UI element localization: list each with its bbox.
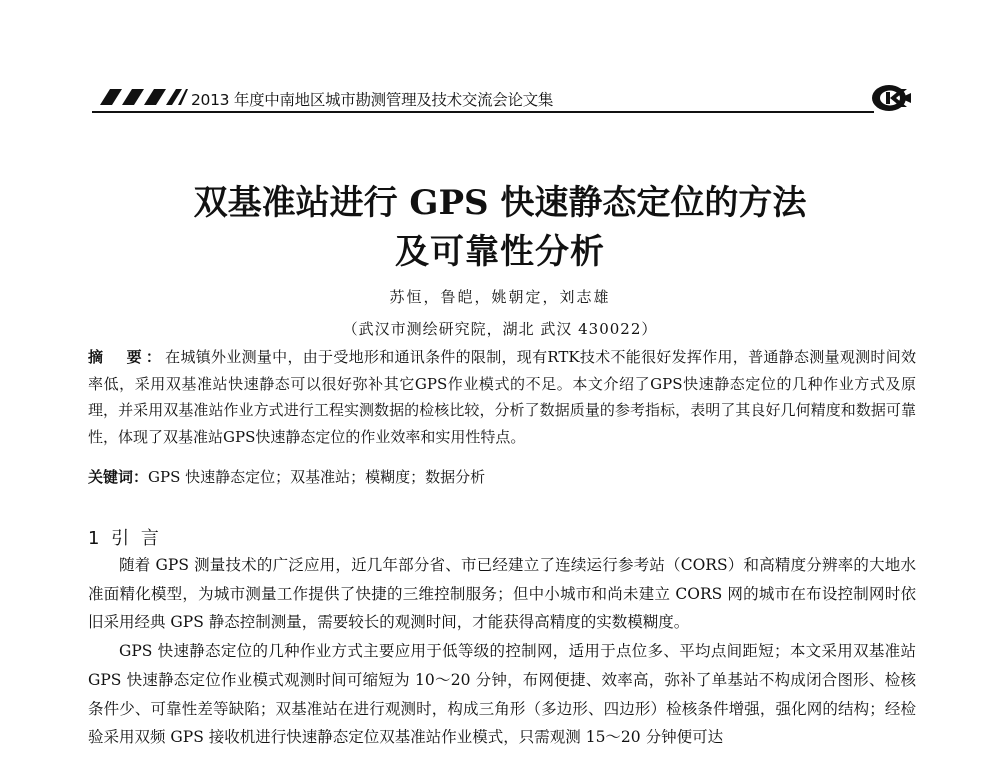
abstract-text: 在城镇外业测量中，由于受地形和通讯条件的限制，现有RTK技术不能很好发挥作用，普通静态测量观测时间效率低，采用双基准站快速静态可以很好弥补其它GPS作业模式的不足。本文介绍了GPS快速静态定位的几种作业方式及原理，并采用双基准站作业方式进行工程实测数据的检核比较，分析了数据质量的参考指标，表明了其良好几何精度和数据可靠性，体现了双基准站GPS快速静态定位的作业效率和实用性特点。 — [88, 348, 916, 446]
section-body — [88, 551, 916, 752]
authors: 苏恒，鲁皑，姚朝定，刘志雄 — [389, 288, 611, 306]
body-paragraph: 随着 GPS 测量技术的广泛应用，近几年部分省、市已经建立了连续运行参考站（CORS）和高精度分辨率的大地水准面精化模型，为城市测量工作提供了快捷的三维控制服务；但中小城市和尚未建立 CORS 网的城市在布设控制网时依旧采用经典 GPS 静态控制测量，需要较长的观测时间，才能获得高精度的实数模糊度。 — [88, 556, 916, 632]
header-slashes-decoration — [92, 89, 188, 105]
keywords-text: GPS 快速静态定位；双基准站；模糊度；数据分析 — [148, 468, 486, 486]
header-rule — [92, 111, 874, 113]
journal-logo-icon — [870, 83, 912, 113]
abstract-label: 摘 要： — [88, 348, 166, 366]
paper-title-line-2: 及可靠性分析 — [395, 232, 605, 272]
body-paragraph: GPS 快速静态定位的几种作业方式主要应用于低等级的控制网，适用于点位多、平均点间距短；本文采用双基准站 GPS 快速静态定位作业模式观测时间可缩短为 10～20 分钟，布网便捷、效率高，弥补了单基站不构成闭合图形、检核条件少、可靠性差等缺陷；双基准站在进行观测时，构成三角形（多边形、四边形）检核条件增强，强化网的结构；经检验采用双频 GPS 接收机进行快速静态定位双基准站作业模式，只需观测 15～20 分钟便可达 — [88, 642, 916, 747]
section-heading: 1 引 言 — [88, 528, 162, 549]
header-title: 2013 年度中南地区城市勘测管理及技术交流会论文集 — [191, 91, 554, 109]
abstract — [88, 344, 916, 450]
paper-title-line-1: 双基准站进行 GPS 快速静态定位的方法 — [193, 183, 807, 223]
keywords — [88, 464, 916, 490]
affiliation: （武汉市测绘研究院，湖北 武汉 430022） — [342, 320, 658, 338]
keywords-label: 关键词： — [88, 468, 149, 486]
running-header — [92, 80, 912, 114]
